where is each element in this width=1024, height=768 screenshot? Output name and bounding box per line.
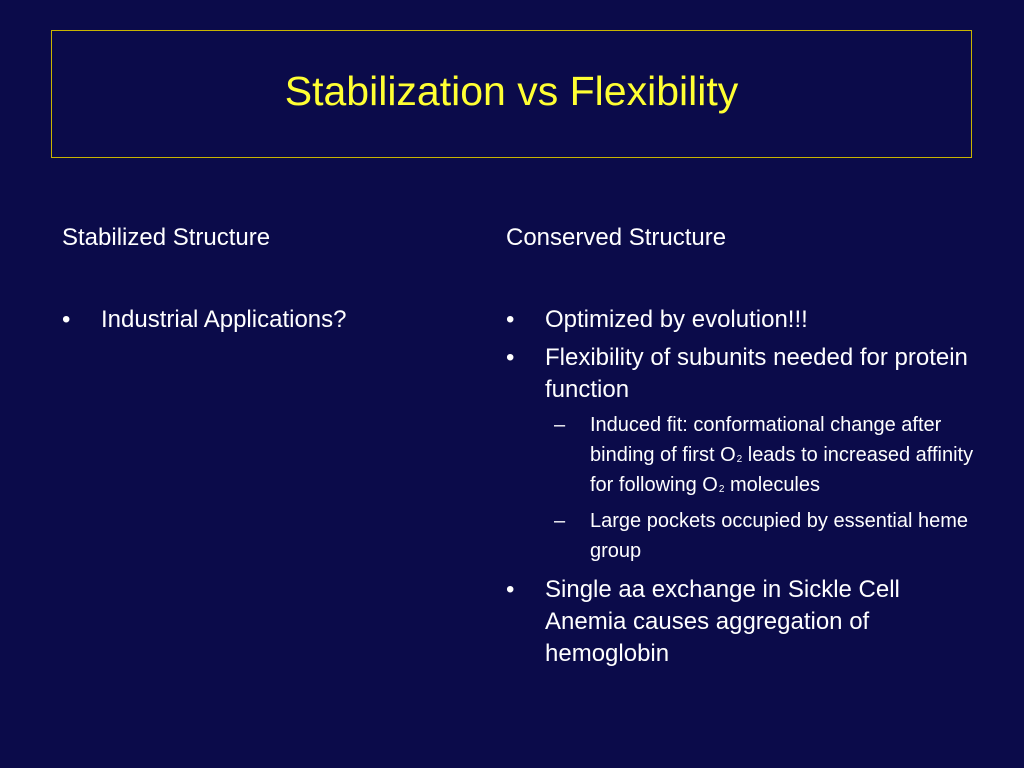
sub-list-item [545,506,976,566]
list-item [506,574,976,670]
right-column [506,222,976,676]
sub-bullet-text-part: leads to increased affinity for following O [590,444,974,496]
dash-marker: – [554,414,566,436]
list-item [62,304,472,336]
right-bullet-list [506,304,976,670]
sub-bullet-text-part: Induced fit: conformational change after binding of first O [590,414,942,466]
dash-marker: – [554,510,566,532]
subscript: 2 [736,454,743,465]
list-item [506,342,976,566]
sub-list-item [545,410,976,500]
left-column-heading: Stabilized Structure [62,224,271,251]
bullet-marker: • [506,306,515,333]
bullet-text: Flexibility of subunits needed for protein function [545,344,968,403]
sub-bullet-list [545,410,976,566]
left-bullet-list [62,304,472,336]
bullet-text: Industrial Applications? [101,306,347,333]
bullet-text: Single aa exchange in Sickle Cell Anemia causes aggregation of hemoglobin [545,576,900,667]
bullet-marker: • [62,306,71,333]
bullet-marker: • [506,576,515,603]
subscript: 2 [718,484,725,495]
title-frame [51,30,972,158]
right-column-heading: Conserved Structure [506,224,727,251]
sub-bullet-text-part: molecules [724,474,821,496]
bullet-marker: • [506,344,515,371]
left-column [62,222,472,342]
slide-title: Stabilization vs Flexibility [284,67,739,114]
list-item [506,304,976,336]
sub-bullet-text: Large pockets occupied by essential heme group [590,510,969,562]
bullet-text: Optimized by evolution!!! [545,306,808,333]
